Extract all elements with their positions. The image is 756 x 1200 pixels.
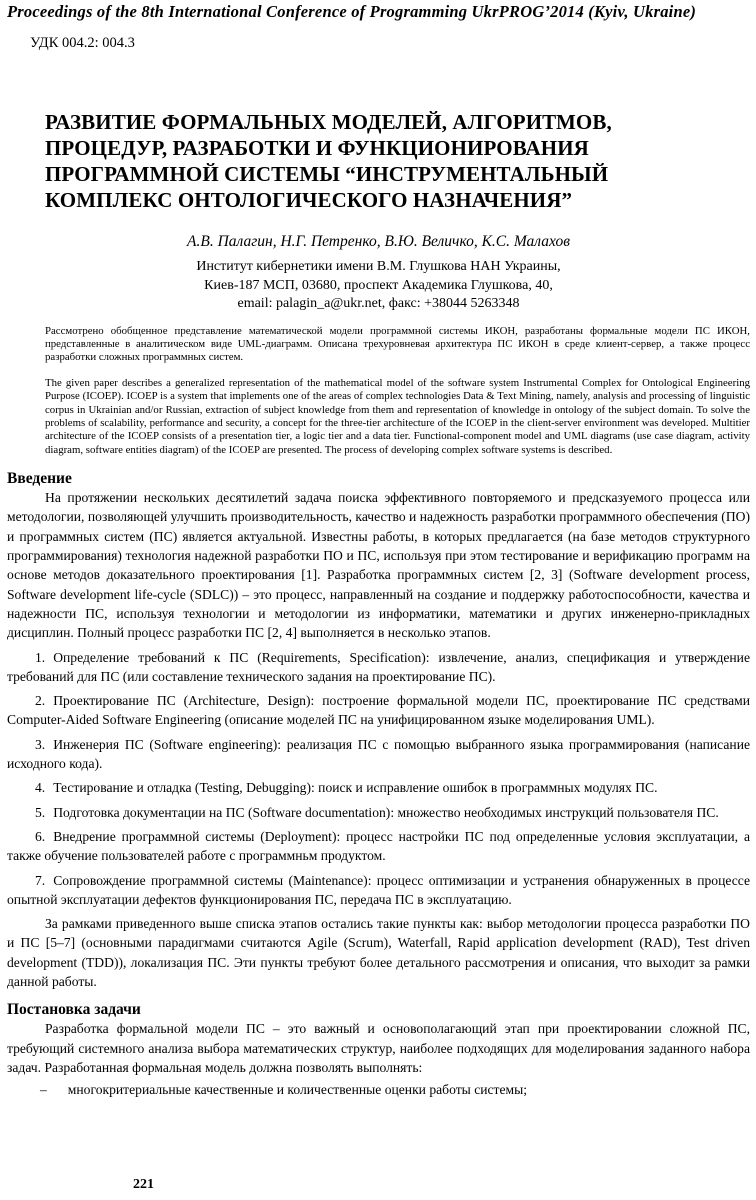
- numbered-step-4: [7, 778, 750, 797]
- step-number: 1.: [35, 649, 46, 665]
- authors-line: А.В. Палагин, Н.Г. Петренко, В.Ю. Величко, К.С. Малахов: [187, 233, 570, 250]
- affiliation-block: [7, 258, 750, 314]
- problem-opening-paragraph: Разработка формальной модели ПС – это важный и основополагающий этап при проектировании сложной ПС, требующий системного анализа выбора математических структур, наиболее подходящих для моделирования заданного набора задач. Разработанная формальная модель должна позволять выполнять:: [7, 1021, 750, 1075]
- intro-closing-paragraph: За рамками приведенного выше списка этапов остались такие пункты как: выбор методологии процесса разработки ПО и ПС [5–7] (основными парадигмами считаются Agile (Scrum), Waterfall, Rapid application development (RAD), Test driven development (TDD)), локализация ПС. Эти пункты требуют более детального рассмотрения и описания, что выходит за рамки данной работы.: [7, 916, 750, 989]
- affiliation-line-3: email: palagin_a@ukr.net, факс: +38044 5263348: [237, 296, 520, 311]
- affiliation-line-1: Институт кибернетики имени В.М. Глушкова НАН Украины,: [196, 259, 561, 274]
- dash-bullet-text: многокритериальные качественные и количественные оценки работы системы;: [67, 1082, 528, 1098]
- step-text: Тестирование и отладка (Testing, Debugging): поиск и исправление ошибок в программных модулях ПС.: [53, 780, 658, 796]
- section-heading-problem-statement: Постановка задачи: [7, 1001, 141, 1019]
- step-text: Внедрение программной системы (Deployment): процесс настройки ПС под определенные условия эксплуатации, а также обучение пользователей работе с программньм продуктом.: [7, 828, 750, 864]
- step-text: Подготовка документации на ПС (Software documentation): множество необходимых инструкций пользователя ПС.: [53, 804, 719, 820]
- affiliation-line-2: Киев-187 МСП, 03680, проспект Академика Глушкова, 40,: [204, 277, 553, 293]
- step-number: 7.: [35, 872, 46, 888]
- dash-bullet-item: [7, 1080, 750, 1099]
- step-number: 3.: [35, 736, 46, 752]
- step-text: Сопровождение программной системы (Maintenance): процесс оптимизации и устранения обнаруженных в процессе опытной эксплуатации дефектов функционирования ПС, передача ПС в эксплуатацию.: [7, 872, 750, 907]
- page-number: 221: [133, 1177, 154, 1192]
- step-number: 2.: [35, 693, 46, 709]
- paper-title-line-1: РАЗВИТИЕ ФОРМАЛЬНЫХ МОДЕЛЕЙ, АЛГОРИТМОВ,: [45, 110, 612, 134]
- paper-title-line-4: КОМПЛЕКС ОНТОЛОГИЧЕСКОГО НАЗНАЧЕНИЯ”: [45, 188, 573, 212]
- paper-title-line-2: ПРОЦЕДУР, РАЗРАБОТКИ И ФУНКЦИОНИРОВАНИЯ: [45, 136, 589, 160]
- numbered-step-1: [7, 648, 750, 687]
- running-header: Proceedings of the 8th International Conference of Programming UkrPROG’2014 (Kyiv, Ukraine): [7, 2, 697, 21]
- abstract-english: The given paper describes a generalized representation of the mathematical model of the software system Instrumental Complex for Ontological Engineering Purpose (ICOEP). ICOEP is a system that implements one of the areas of complex technologies Data & Text Mining, namely, analysis and processing of linguistic corpus in Ukrainian and/or Russian, extraction of subject knowledge from them and representation of knowledge in ontology of the subject domain. To solve the problems of scalability, performance and security, a concept for the three-tier architecture of the ICOEP in the client-server environment was developed. Multitier architecture of the ICOEP consists of a presentation tier, a logic tier and a data tier. Functional-component model and UML diagrams (use case diagram, activity diagram, software entities diagram) of the ICOEP are presented. The process of developing complex software systems is described.: [45, 376, 750, 456]
- numbered-step-5: [7, 803, 750, 822]
- section-heading-introduction: Введение: [7, 470, 72, 488]
- step-number: 6.: [35, 828, 46, 844]
- intro-opening-paragraph: На протяжении нескольких десятилетий задача поиска эффективного повторяемого и предсказуемого процесса или методологии, позволяющей улучшить производительность, качество и надежность разработки программного обеспечения (ПО) и программных систем (ПС) является актуальной. Известны работы, в которых предлагается (на базе методов структурного программирования) технология надежной разработки ПО и ПС, используя при этом тестирование и верификацию программ на основе методов доказательного проектирования [1]. Разработка программных систем [2, 3] (Software development process, Software development life-cycle (SDLC)) – это процесс, направленный на создание и поддержку работоспособности, качества и надежности ПС, используя технологии и методологии из информатики, математики и других инженерно-прикладных дисциплин. Полный процесс разработки ПС [2, 4] выполняется в несколько этапов.: [7, 490, 750, 641]
- paper-title: [45, 109, 750, 213]
- dash-bullet-marker: –: [40, 1082, 47, 1098]
- udc-code: УДК 004.2: 004.3: [30, 35, 135, 51]
- step-text: Проектирование ПС (Architecture, Design): построение формальной модели ПС, проектирование ПС средствами Computer-Aided Software Engineering (описание моделей ПС на унифицированном языке моделирования UML).: [7, 693, 750, 728]
- numbered-step-3: [7, 735, 750, 774]
- numbered-step-7: [7, 871, 750, 910]
- numbered-step-2: [7, 691, 750, 730]
- paper-title-line-3: ПРОГРАММНОЙ СИСТЕМЫ “ИНСТРУМЕНТАЛЬНЫЙ: [45, 162, 609, 186]
- numbered-step-6: [7, 827, 750, 866]
- step-text: Инженерия ПС (Software engineering): реализация ПС с помощью выбранного языка программирования (написание исходного кода).: [7, 736, 750, 772]
- step-number: 5.: [35, 804, 46, 820]
- step-number: 4.: [35, 780, 46, 796]
- step-text: Определение требований к ПС (Requirements, Specification): извлечение, анализ, спецификация и утверждение требований для ПС (или составление технического задания на проектирование ПС).: [7, 649, 750, 684]
- abstract-russian: Рассмотрено обобщенное представление математической модели программной системы ИКОН, разработаны формальные модели ПС ИКОН, представленные в аналитическом виде UML-диаграмм. Описана трехуровневая архитектура ПС ИКОН в среде клиент-сервер, а также процесс разработки сложных программных систем.: [45, 324, 750, 364]
